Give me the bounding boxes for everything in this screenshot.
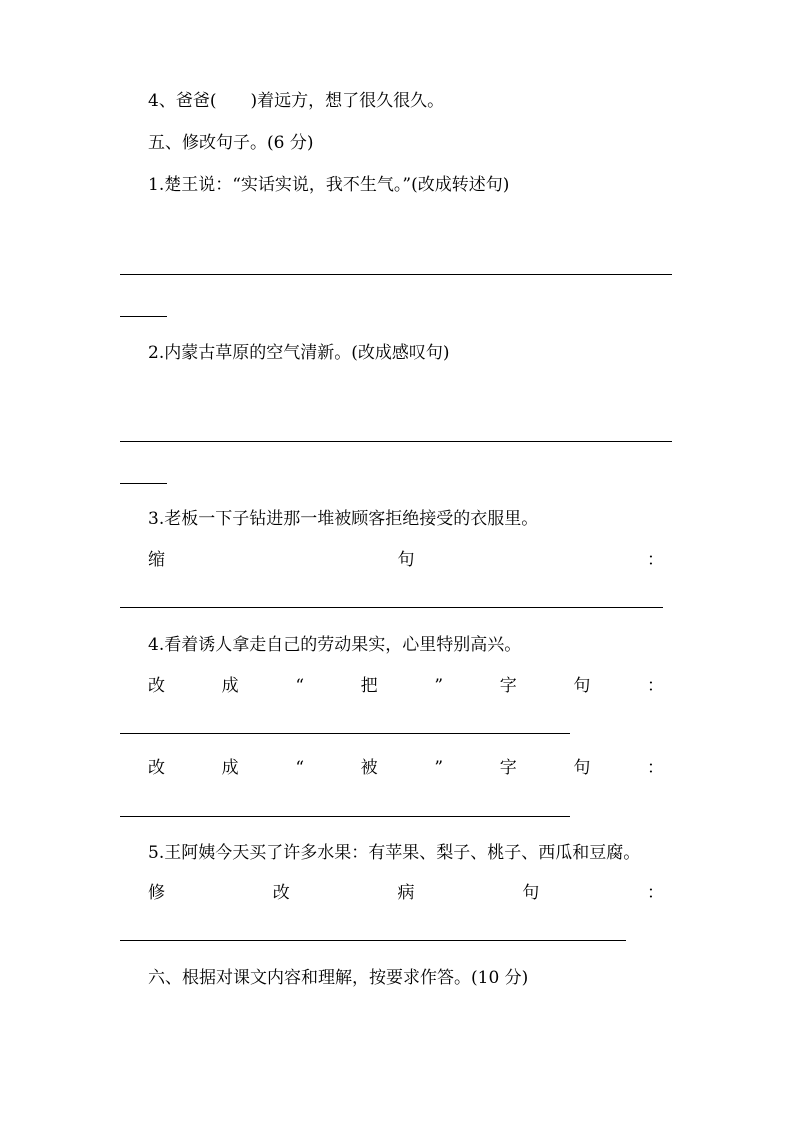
question-4-fill-blank: 4、爸爸( )着远方，想了很久很久。	[148, 91, 445, 111]
prompt-char: 改	[148, 758, 165, 778]
prompt-char: ：	[647, 758, 664, 778]
prompt-char: 改	[148, 676, 165, 696]
prompt-char: ”	[434, 676, 444, 696]
prompt-char: 成	[221, 676, 239, 696]
sentence-5: 5.王阿姨今天买了许多水果：有苹果、梨子、桃子、西瓜和豆腐。	[148, 843, 641, 863]
prompt-ba-sentence	[148, 674, 664, 698]
sentence-2: 2.内蒙古草原的空气清新。(改成感叹句)	[148, 343, 450, 363]
prompt-char: 病	[397, 883, 415, 903]
prompt-char: 被	[360, 758, 378, 778]
section-5-title: 五、修改句子。(6 分)	[148, 133, 314, 153]
answer-line-3[interactable]	[120, 607, 663, 608]
prompt-char: 句	[573, 758, 591, 778]
prompt-char: ：	[647, 550, 664, 570]
answer-line-4a[interactable]	[120, 733, 570, 734]
prompt-char: 句	[522, 883, 540, 903]
prompt-char: 修	[148, 883, 165, 903]
prompt-fix-sentence	[148, 881, 664, 905]
answer-line-1[interactable]	[120, 274, 672, 275]
prompt-char: “	[295, 758, 305, 778]
answer-line-4b[interactable]	[120, 816, 570, 817]
prompt-char: 把	[360, 676, 378, 696]
answer-line-5[interactable]	[120, 940, 626, 941]
prompt-char: 字	[499, 676, 517, 696]
prompt-char: “	[295, 676, 305, 696]
section-6-title: 六、根据对课文内容和理解，按要求作答。(10 分)	[148, 968, 529, 988]
prompt-char: 句	[397, 550, 415, 570]
prompt-char: 改	[272, 883, 290, 903]
answer-line-2[interactable]	[120, 441, 672, 442]
sentence-4: 4.看着诱人拿走自己的劳动果实，心里特别高兴。	[148, 635, 522, 655]
sentence-1: 1.楚王说：“实话实说，我不生气。”(改成转述句)	[148, 175, 510, 195]
prompt-char: ：	[647, 676, 664, 696]
prompt-char: ：	[647, 883, 664, 903]
answer-line-2-tail[interactable]	[120, 483, 167, 484]
prompt-condense-sentence	[148, 548, 664, 572]
prompt-char: 句	[573, 676, 591, 696]
prompt-char: ”	[434, 758, 444, 778]
prompt-char: 成	[221, 758, 239, 778]
prompt-char: 字	[499, 758, 517, 778]
answer-line-1-tail[interactable]	[120, 316, 167, 317]
sentence-3: 3.老板一下子钻进那一堆被顾客拒绝接受的衣服里。	[148, 509, 539, 529]
prompt-bei-sentence	[148, 756, 664, 780]
prompt-char: 缩	[148, 550, 165, 570]
